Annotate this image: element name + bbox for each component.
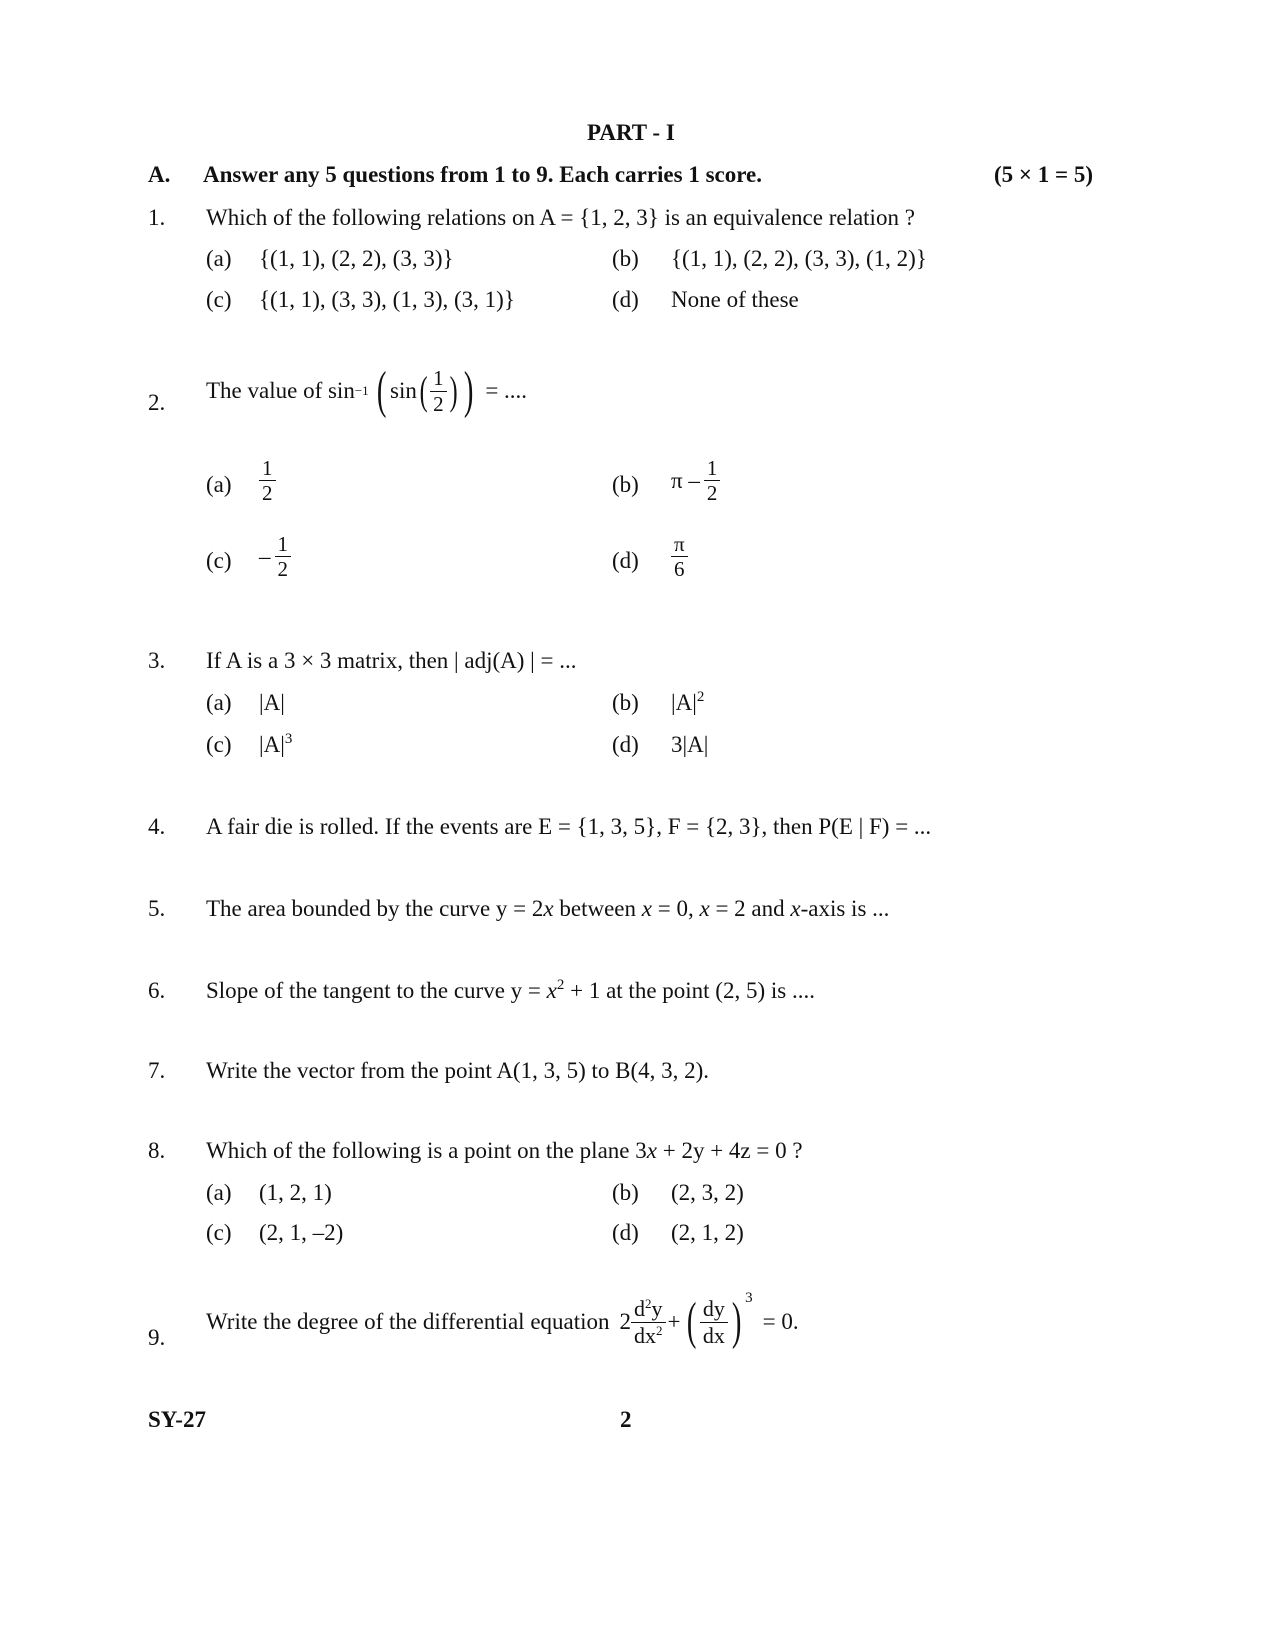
- option-math: [259, 532, 291, 581]
- fraction-denominator: dx: [634, 1322, 657, 1348]
- option-label: (a): [206, 690, 232, 715]
- math-paren-open: (: [686, 1293, 696, 1350]
- fraction-denominator: 2: [277, 557, 288, 582]
- option-label: (b): [612, 472, 639, 497]
- question-number: 4.: [148, 814, 166, 839]
- option-label: (b): [612, 690, 639, 715]
- fraction-numerator: 1: [259, 456, 276, 481]
- part-title: PART - I: [587, 120, 675, 145]
- option-label: (d): [612, 732, 639, 757]
- option-text: None of these: [671, 287, 799, 312]
- math-paren-open: (: [376, 362, 387, 419]
- question-text: Which of the following relations on A = {1, 2, 3} is an equivalence relation ?: [206, 205, 915, 230]
- math-text: Write the degree of the differential equation: [206, 1309, 610, 1334]
- math-paren-open: (: [419, 368, 428, 413]
- option-text: (2, 3, 2): [671, 1180, 744, 1205]
- question-text: Which of the following is a point on the plane 3x + 2y + 4z = 0 ?: [206, 1138, 803, 1163]
- question-text: A fair die is rolled. If the events are E = {1, 3, 5}, F = {2, 3}, then P(E | F) = ...: [206, 814, 932, 839]
- fraction-denominator: 2: [262, 481, 273, 506]
- fraction-denominator: 6: [674, 557, 685, 582]
- math-text: |A|: [671, 690, 697, 715]
- math-fraction: [631, 1296, 666, 1348]
- option-text: (2, 1, –2): [259, 1220, 344, 1245]
- math-fraction: [700, 1296, 728, 1348]
- math-fraction: [430, 366, 447, 415]
- fraction-denominator: 2: [706, 481, 718, 506]
- math-superscript: 2: [645, 1296, 652, 1312]
- option-label: (c): [206, 732, 232, 757]
- option-text: {(1, 1), (2, 2), (3, 3)}: [259, 246, 454, 271]
- question-number: 7.: [148, 1058, 166, 1083]
- question-number: 8.: [148, 1138, 166, 1163]
- option-label: (d): [612, 287, 639, 312]
- question-text: Write the degree of the differential equation 2 $\frac{d^2y}{dx^2}$ + ( $\frac{dy}{dx}$ ) 3 = 0.: [206, 1290, 799, 1350]
- math-text: –: [259, 543, 271, 569]
- question-number: 1.: [148, 205, 166, 230]
- option-text: (2, 1, 2): [671, 1220, 744, 1245]
- option-math: [259, 456, 276, 505]
- math-superscript: 2: [696, 689, 705, 705]
- option-math: [671, 456, 720, 505]
- option-label: (c): [206, 287, 232, 312]
- question-text: Write the vector from the point A(1, 3, 5) to B(4, 3, 2).: [206, 1058, 710, 1083]
- fraction-numerator: 1: [430, 366, 447, 391]
- fraction-numerator: d: [634, 1296, 646, 1322]
- math-function: sin: [390, 378, 417, 403]
- math-coefficient: 2: [619, 1309, 632, 1334]
- option-text: |A|: [259, 690, 285, 715]
- question-text: The value of sin −1 ( sin ( $\frac{1}{2}$ ) ) = ....: [206, 362, 528, 419]
- math-paren-close: ): [449, 368, 458, 413]
- question-number: 3.: [148, 648, 166, 673]
- option-text: {(1, 1), (2, 2), (3, 3), (1, 2)}: [671, 246, 927, 271]
- question-text: Slope of the tangent to the curve $y = x^2 + 1$ at the point (2, 5) is ....: [206, 977, 815, 1003]
- option-text: {(1, 1), (3, 3), (1, 3), (3, 1)}: [259, 287, 515, 312]
- page-number: 2: [620, 1407, 632, 1432]
- fraction-numerator: 1: [704, 456, 721, 481]
- fraction-numerator: y: [651, 1296, 663, 1322]
- section-letter: A.: [148, 162, 171, 187]
- fraction-numerator: dy: [700, 1296, 728, 1322]
- option-label: (a): [206, 1180, 232, 1205]
- math-paren-close: ): [463, 362, 474, 419]
- option-label: (b): [612, 1180, 639, 1205]
- question-number: 6.: [148, 978, 166, 1003]
- question-number: 9.: [148, 1325, 166, 1350]
- option-label: (a): [206, 246, 232, 271]
- question-text: The area bounded by the curve y = 2x between x = 0, x = 2 and x-axis is ...: [206, 896, 890, 921]
- option-text: [671, 690, 704, 716]
- option-label: (d): [612, 1220, 639, 1245]
- option-label: (b): [612, 246, 639, 271]
- fraction-denominator: 2: [433, 391, 444, 416]
- math-text: = ....: [485, 378, 528, 403]
- fraction-numerator: 1: [275, 532, 292, 557]
- paper-code: SY-27: [148, 1407, 206, 1432]
- question-text: If A is a 3 × 3 matrix, then | adj(A) | = ...: [206, 648, 577, 673]
- math-operator: +: [667, 1309, 681, 1334]
- option-text: [259, 732, 292, 758]
- option-text: 3|A|: [671, 732, 709, 757]
- question-number: 2.: [148, 390, 166, 415]
- question-number: 5.: [148, 896, 166, 921]
- math-superscript: 2: [656, 1322, 663, 1338]
- section-instruction: Answer any 5 questions from 1 to 9. Each carries 1 score.: [203, 162, 762, 187]
- math-paren-close: ): [731, 1293, 742, 1350]
- option-label: (a): [206, 472, 232, 497]
- math-text: The value of sin: [206, 378, 355, 403]
- math-text: π –: [671, 467, 700, 493]
- option-label: (c): [206, 548, 232, 573]
- math-text: |A|: [259, 732, 285, 757]
- option-label: (d): [612, 548, 639, 573]
- fraction-denominator: dx: [702, 1322, 725, 1348]
- option-text: (1, 2, 1): [259, 1180, 332, 1205]
- option-math: [671, 532, 688, 581]
- option-label: (c): [206, 1220, 232, 1245]
- fraction-numerator: π: [671, 532, 688, 557]
- section-marks: (5 × 1 = 5): [994, 162, 1094, 187]
- math-text: = 0.: [762, 1309, 799, 1334]
- math-superscript: 3: [284, 731, 293, 747]
